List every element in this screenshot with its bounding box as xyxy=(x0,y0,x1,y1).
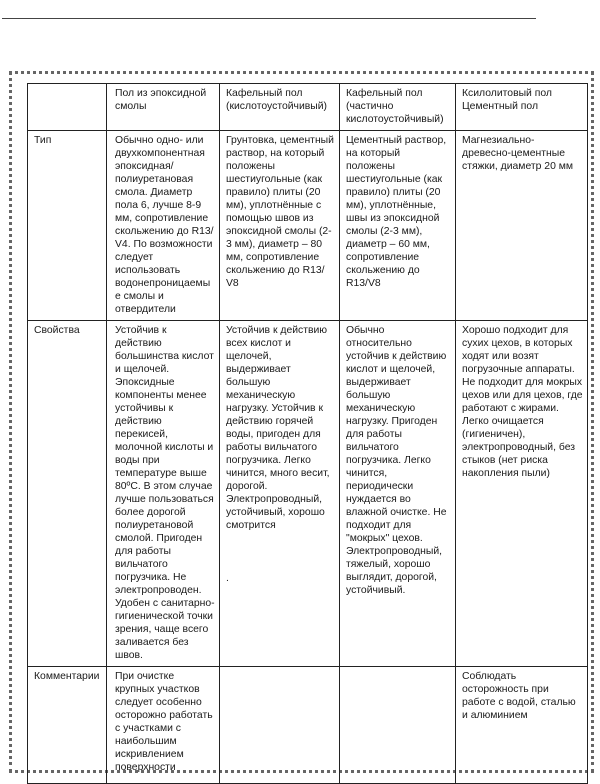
row-label-comments: Комментарии xyxy=(28,667,107,784)
type-xylolite: Магнезиально-древесно-цементные стяжки, диаметр 20 мм xyxy=(456,131,588,321)
comments-tile-partial xyxy=(340,667,456,784)
header-epoxy: Пол из эпоксидной смолы xyxy=(107,84,220,131)
table-row-type xyxy=(28,131,588,321)
row-label-properties: Свойства xyxy=(28,321,107,667)
properties-tile-acid-cell xyxy=(220,321,340,667)
row-label-type: Тип xyxy=(28,131,107,321)
properties-tile-partial: Обычно относительно устойчив к действию кислот и щелочей, выдерживает большую механическую нагрузку. Пригоден для работы вильчатого погрузчика. Легко чинится, периодически нуждается во влажной очистке. Не подходит для "мокрых" цехов. Электропроводный, тяжелый, хорошо выглядит, дорогой, устойчивый. xyxy=(340,321,456,667)
comments-xylolite: Соблюдать осторожность при работе с водой, сталью и алюминием xyxy=(456,667,588,784)
stray-mark: . xyxy=(226,573,229,584)
table-row-properties xyxy=(28,321,588,667)
type-tile-partial: Цементный раствор, на который положены шестиугольные (как правило) плиты (20 мм), уплотнённые, швы из эпоксидной смолы (2-3 мм), диаметр – 60 мм, сопротивление скольжению до R13/V8 xyxy=(340,131,456,321)
table-header-row xyxy=(28,84,588,131)
properties-tile-acid: Устойчив к действию всех кислот и щелочей, выдерживает большую механическую нагрузку. Устойчив к действию горячей воды, пригоден для работы вильчатого погрузчика. Легко чинится, много весит, дорогой. Электропроводный, устойчивый, хорошо смотрится xyxy=(226,325,330,531)
top-rule xyxy=(2,18,536,19)
comments-epoxy: При очистке крупных участков следует особенно осторожно работать с участками с наибольшим искривлением поверхности xyxy=(107,667,220,784)
header-corner-cell xyxy=(28,84,107,131)
type-tile-acid: Грунтовка, цементный раствор, на который положены шестиугольные (как правило) плиты (20 мм), уплотнённые с помощью швов из эпоксидной смолы (2-3 мм), диаметр – 80 мм, сопротивление скольжению до R13/ V8 xyxy=(220,131,340,321)
type-epoxy: Обычно одно- или двухкомпонентная эпоксидная/ полиуретановая смола. Диаметр пола 6, лучше 8-9 мм, сопротивление скольжению до R13/ V4. По возможности следует использовать водонепроницаемые смолы и отвердители xyxy=(107,131,220,321)
flooring-comparison-table xyxy=(27,83,588,784)
properties-xylolite: Хорошо подходит для сухих цехов, в которых ходят или возят погрузочные аппараты. Не подходит для мокрых цехов или для цехов, где работают с жирами. Легко очищается (гигиеничен), электропроводный, без стыков (нет риска накопления пыли) xyxy=(456,321,588,667)
header-tile-partial: Кафельный пол (частично кислотоустойчивый) xyxy=(340,84,456,131)
properties-epoxy: Устойчив к действию большинства кислот и щелочей. Эпоксидные компоненты менее устойчивы к действию перекисей, молочной кислоты и воды при температуре выше 80ºC. В этом случае лучше пользоваться более дорогой полиуретановой смолой. Пригоден для работы вильчатого погрузчика. Не электропроводен. Удобен с санитарно-гигиенической точки зрения, чаще всего заливается без швов. xyxy=(107,321,220,667)
header-xylolite: Ксилолитовый пол Цементный пол xyxy=(456,84,588,131)
table-row-comments xyxy=(28,667,588,784)
header-tile-acid: Кафельный пол (кислотоустойчивый) xyxy=(220,84,340,131)
comments-tile-acid xyxy=(220,667,340,784)
